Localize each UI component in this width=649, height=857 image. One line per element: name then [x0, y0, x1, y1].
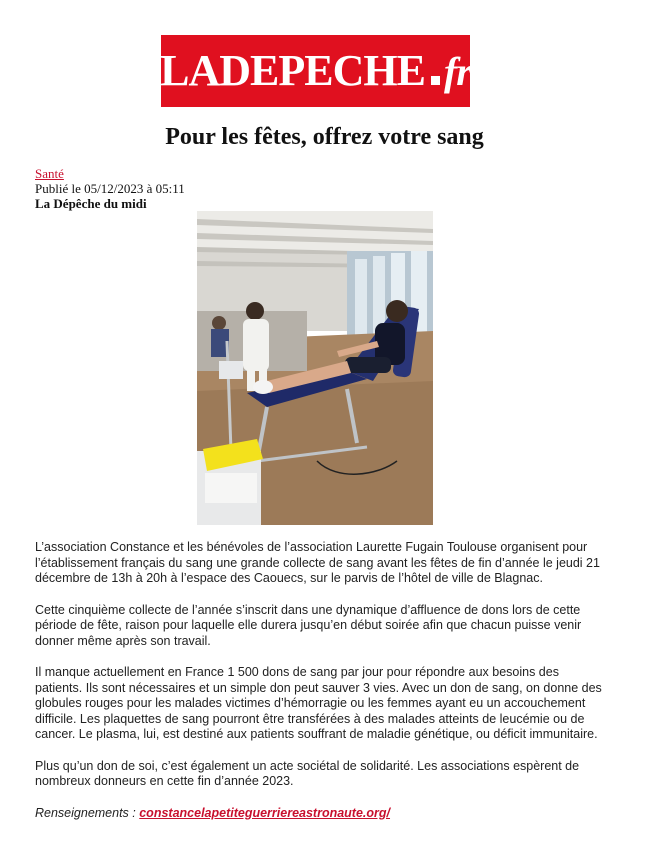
paragraph: L’association Constance et les bénévoles de l’association Laurette Fugain Toulouse organisent pour l’établissement français du sang une grande collecte de sang avant les fêtes de fin d’année le jeudi 21 décembre de 13h à 20h à l’espace des Caouecs, sur le parvis de l’hôtel de ville de Blagnac. [35, 540, 600, 585]
paragraph: Plus qu’un don de soi, c’est également un acte sociétal de solidarité. Les associations espèrent de nombreux donneurs en cette fin d’année 2023. [35, 758, 580, 788]
article-photo [197, 211, 433, 525]
article-title: Pour les fêtes, offrez votre sang [165, 124, 484, 150]
article-body [35, 540, 605, 837]
info-line [35, 806, 605, 822]
info-link[interactable]: constancelapetiteguerriereastronaute.org/ [139, 805, 391, 820]
publish-date: Publié le 05/12/2023 à 05:11 [35, 181, 185, 196]
paragraph: Cette cinquième collecte de l’année s’inscrit dans une dynamique d’affluence de dons lors de cette période de fête, raison pour laquelle elle durera jusqu’en début soirée afin que chacun puisse venir donner même après son travail. [35, 602, 582, 648]
paragraph: Il manque actuellement en France 1 500 dons de sang par jour pour répondre aux besoins des patients. Ils sont nécessaires et un simple don peut sauver 3 vies. Avec un don de sang, on donne des globules rouges pour les malades victimes d’hémorragie ou les femmes ayant eu un accouchement difficile. Les plaquettes de sang pourront être transférées à des malades atteints de leucémie ou de cancer. Le plasma, lui, est destiné aux patients souffrant de maladie génétique, ou déficit immunitaire. [35, 665, 602, 741]
logo-wordmark [160, 46, 471, 95]
category-link[interactable]: Santé [35, 166, 64, 181]
logo-dot [431, 76, 440, 85]
logo-tld: fr [443, 49, 471, 94]
article-meta [35, 166, 185, 211]
logo-name: LADEPECHE [160, 46, 425, 95]
ladepeche-logo[interactable] [161, 35, 470, 107]
info-label: Renseignements : [35, 805, 140, 820]
article-author: La Dépêche du midi [35, 196, 147, 211]
